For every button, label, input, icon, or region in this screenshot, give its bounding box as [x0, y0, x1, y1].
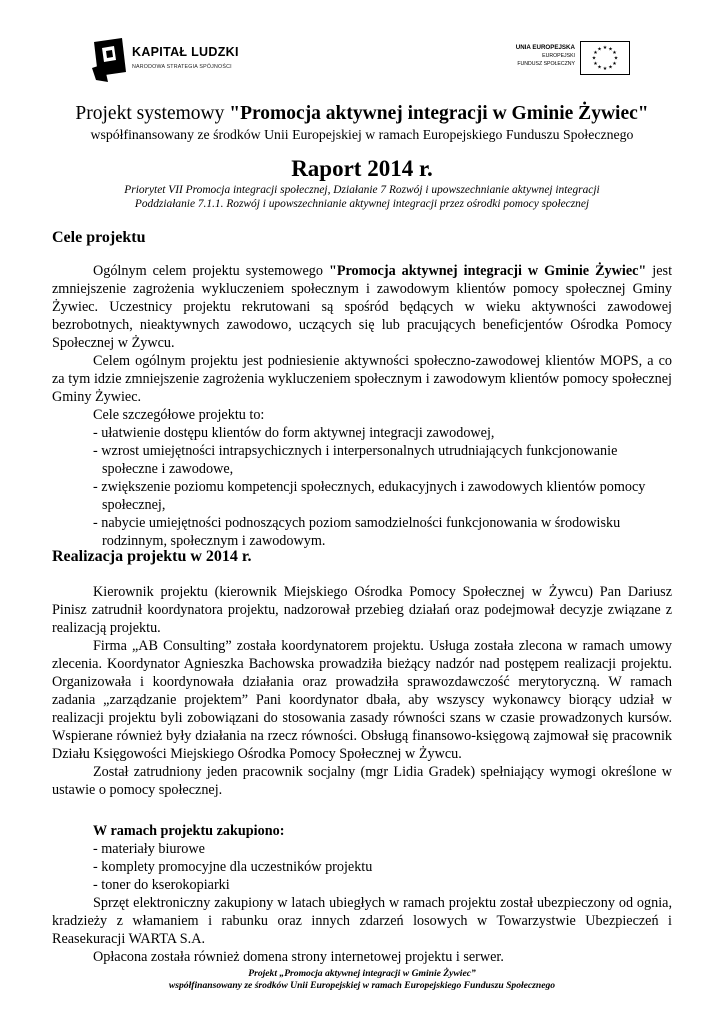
svg-text:★: ★ — [608, 46, 613, 53]
report-title: Raport 2014 r. — [291, 156, 433, 181]
goals-section — [52, 262, 672, 550]
project-title-prefix: Projekt systemowy — [75, 103, 230, 124]
svg-text:★: ★ — [597, 64, 602, 71]
purchases-paragraph-1: Sprzęt elektroniczny zakupiony w latach ubiegłych w ramach projektu został ubezpieczony od ognia, kradzieży z włamaniem i rabunku oraz innych zdarzeń losowych w Towarzystwie Ubezpieczeń i Reasekuracji WARTA S.A. — [52, 895, 672, 947]
goals-paragraph-2: Celem ogólnym projektu jest podniesienie aktywności społeczno-zawodowej klientów MOPS, a co za tym idzie zmniejszenie zagrożenia wykluczeniem społecznym i zawodowym klientów pomocy społecznej Gminy Żywiec. — [52, 353, 672, 405]
footer-line-2: współfinansowany ze środków Unii Europejskiej w ramach Europejskiego Funduszu Społecznego — [168, 980, 556, 991]
realization-heading: Realizacja projektu w 2014 r. — [52, 548, 252, 565]
realization-paragraph-1: Kierownik projektu (kierownik Miejskiego Ośrodka Pomocy Społecznej w Żywcu) Pan Dariusz Pinisz zatrudnił koordynatora projektu, nadzorował przebieg działań oraz podejmował decyzje związane z realizacją projektu. — [52, 584, 672, 636]
page-footer — [40, 968, 684, 992]
document-title-block — [40, 102, 684, 211]
list-item: - wzrost umiejętności intrapsychicznych i interpersonalnych utrudniających funkcjonowanie społeczne i zawodowe, — [93, 443, 618, 477]
purchases-heading: W ramach projektu zakupiono: — [93, 823, 285, 839]
eu-logo-line1: UNIA EUROPEJSKA — [515, 44, 575, 51]
goals-p1-project-name: "Promocja aktywnej integracji w Gminie Żywiec" — [328, 263, 647, 279]
list-item: - zwiększenie poziomu kompetencji społecznych, edukacyjnych i zawodowych klientów pomocy społecznej, — [93, 479, 646, 513]
priority-line-1: Priorytet VII Promocja integracji społecznej, Działanie 7 Rozwój i upowszechnianie aktywnej integracji — [124, 184, 600, 196]
purchases-paragraph-2: Opłacona została również domena strony internetowej projektu i serwer. — [93, 949, 504, 965]
svg-text:★: ★ — [602, 66, 608, 72]
project-title — [40, 102, 684, 126]
svg-text:★: ★ — [597, 46, 602, 53]
eu-logo-text — [516, 44, 575, 68]
eu-logo-line2: EUROPEJSKI — [542, 53, 575, 59]
goals-paragraph-1 — [52, 262, 672, 352]
svg-text:★: ★ — [613, 55, 619, 62]
goals-list — [52, 424, 672, 550]
list-item: - ułatwienie dostępu klientów do form aktywnej integracji zawodowej, — [93, 425, 495, 441]
svg-text:★: ★ — [591, 55, 597, 62]
kapital-ludzki-emblem-icon — [92, 38, 126, 82]
eu-flag-icon — [580, 41, 630, 75]
goals-heading: Cele projektu — [52, 229, 146, 246]
goals-paragraph-3: Cele szczegółowe projektu to: — [93, 407, 265, 423]
cofinancing-line: współfinansowany ze środków Unii Europejskiej w ramach Europejskiego Funduszu Społecznego — [90, 127, 634, 142]
list-item: - komplety promocyjne dla uczestników projektu — [93, 859, 373, 875]
eu-logo-line3: FUNDUSZ SPOŁECZNY — [517, 61, 575, 67]
svg-text:★: ★ — [593, 50, 598, 56]
realization-paragraph-2: Firma „AB Consulting” została koordynatorem projektu. Usługa została zlecona w ramach umowy zlecenia. Koordynator Agnieszka Bachowska prowadziła bieżący nadzór nad postępem realizacji projektu. Organizowała i koordynowała działania oraz prowadziła sprawozdawczość merytoryczną. W ramach zadania „zarządzanie projektem” Pani koordynator dbała, aby wszyscy wykonawcy biorący udział w realizacji projektu byli zobowiązani do stosowania zasady równości szans w czasie prowadzonych kursów. Wspierane również były działania na rzecz równości. Obsługą finansowo-księgową zajmował się pracownik Działu Księgowości Miejskiego Ośrodka Pomocy Społecznej w Żywcu. — [52, 638, 672, 762]
purchases-list — [52, 840, 672, 894]
realization-paragraph-3: Został zatrudniony jeden pracownik socjalny (mgr Lidia Gradek) spełniający wymogi określone w ustawie o pomocy społecznej. — [52, 764, 672, 798]
list-item: - toner do kserokopiarki — [93, 877, 230, 893]
svg-text:★: ★ — [602, 45, 608, 51]
kapital-ludzki-name: KAPITAŁ LUDZKI — [132, 45, 239, 59]
kapital-ludzki-subtitle: NARODOWA STRATEGIA SPÓJNOŚCI — [132, 64, 232, 70]
list-item: - materiały biurowe — [93, 841, 205, 857]
goals-p1-after: jest zmniejszenie zagrożenia wykluczeniem społecznym i zawodowym klientów pomocy społecznej Gminy Żywiec. Uczestnicy projektu rekrutowani są spośród będących w wieku aktywności zawodowej bezrobotnych, nieaktywnych zawodowo, uczących się lub pracujących beneficjentów Ośrodka Pomocy Społecznej w Żywcu. — [52, 263, 673, 351]
svg-text:★: ★ — [612, 61, 617, 67]
svg-text:★: ★ — [593, 61, 598, 67]
purchases-section — [52, 822, 672, 966]
list-item: - nabycie umiejętności podnoszących poziom samodzielności funkcjonowania w środowisku rodzinnym, społecznym i zawodowym. — [93, 515, 621, 549]
svg-text:★: ★ — [612, 50, 617, 56]
svg-text:★: ★ — [608, 64, 613, 71]
goals-p1-before: Ogólnym celem projektu systemowego — [93, 263, 329, 279]
footer-line-1: Projekt „Promocja aktywnej integracji w Gminie Żywiec” — [248, 968, 476, 979]
kapital-ludzki-logo — [92, 38, 272, 88]
eu-efs-logo — [506, 41, 630, 77]
project-name: "Promocja aktywnej integracji w Gminie Żywiec" — [229, 103, 649, 124]
priority-line-2: Poddziałanie 7.1.1. Rozwój i upowszechnianie aktywnej integracji przez ośrodki pomocy społecznej — [134, 198, 590, 210]
realization-section — [52, 583, 672, 799]
